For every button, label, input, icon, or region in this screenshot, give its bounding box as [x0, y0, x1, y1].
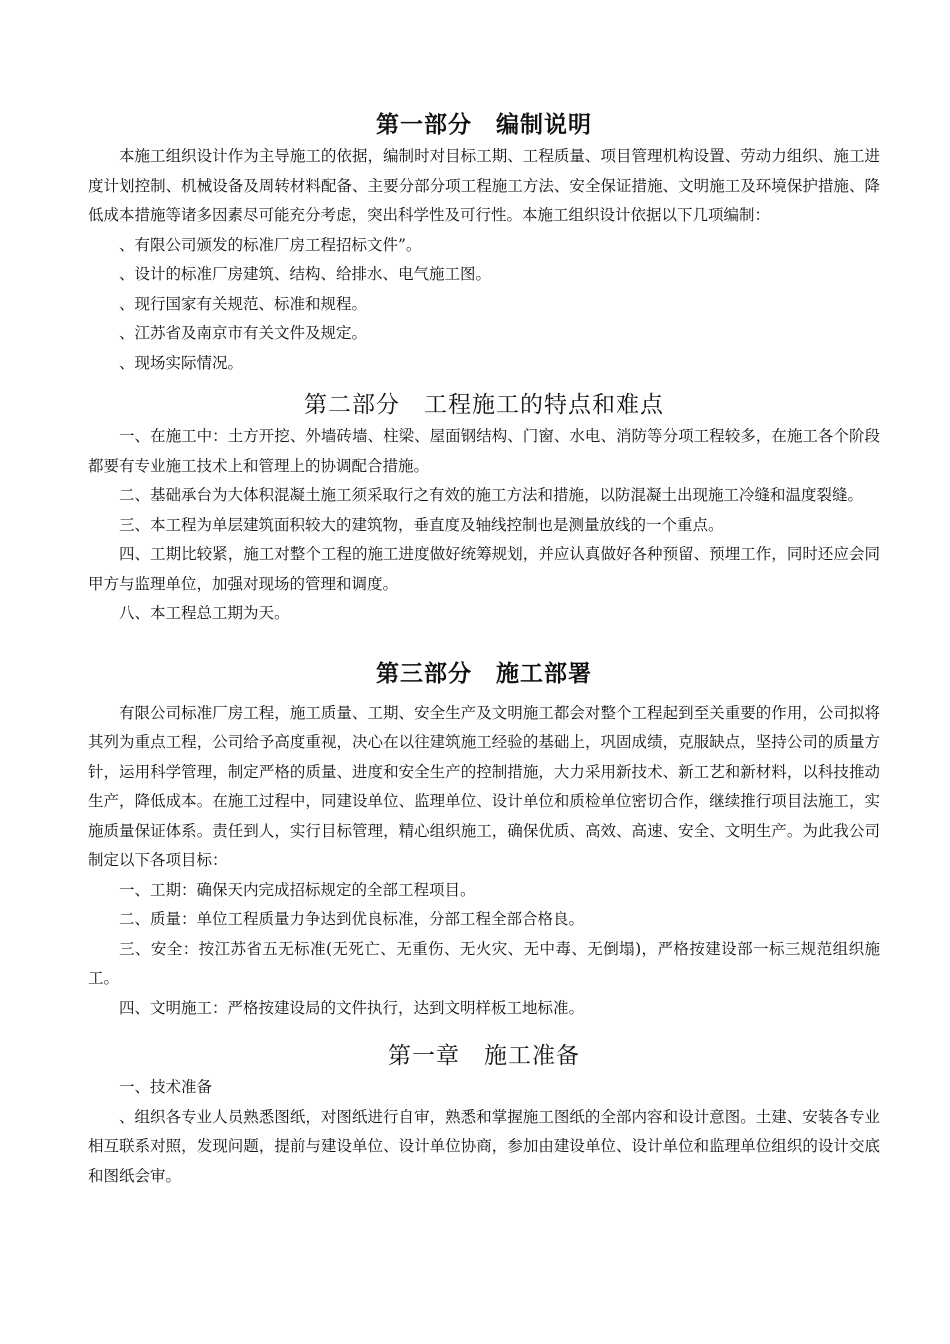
document-body [88, 108, 880, 1191]
chapter1-paragraph: 一、技术准备 [119, 1078, 213, 1096]
part2-paragraph: 三、本工程为单层建筑面积较大的建筑物，垂直度及轴线控制也是测量放线的一个重点。 [119, 515, 724, 534]
part2-paragraph: 八、本工程总工期为天。 [119, 604, 290, 622]
part3-paragraph: 四、文明施工：严格按建设局的文件执行，达到文明样板工地标准。 [119, 998, 585, 1017]
part1-paragraph: 、设计的标准厂房建筑、结构、给排水、电气施工图。 [119, 265, 492, 283]
part2-title: 第二部分 工程施工的特点和难点 [304, 392, 664, 418]
chapter1-section [88, 1073, 880, 1191]
part1-paragraph: 、现场实际情况。 [119, 353, 244, 372]
part3-paragraph: 三、安全：按江苏省五无标准(无死亡、无重伤、无火灾、无中毒、无倒塌)，严格按建设部一标三规范组织施工。 [88, 939, 880, 987]
part1-paragraph: 本施工组织设计作为主导施工的依据，编制时对目标工期、工程质量、项目管理机构设置、劳动力组织、施工进度计划控制、机械设备及周转材料配备、主要分部分项工程施工方法、安全保证措施、文明施工及环境保护措施、降低成本措施等诸多因素尽可能充分考虑，突出科学性及可行性。本施工组织设计依据以下几项编制： [88, 147, 880, 224]
part1-paragraph: 、现行国家有关规范、标准和规程。 [119, 294, 368, 313]
part3-section [88, 699, 880, 1024]
part2-paragraph: 一、在施工中：土方开挖、外墙砖墙、柱梁、屋面钢结构、门窗、水电、消防等分项工程较多，在施工各个阶段都要有专业施工技术上和管理上的协调配合措施。 [88, 427, 880, 475]
part2-section [88, 422, 880, 629]
part2-paragraph: 四、工期比较紧，施工对整个工程的施工进度做好统筹规划，并应认真做好各种预留、预埋工作，同时还应会同甲方与监理单位，加强对现场的管理和调度。 [88, 545, 880, 593]
part2-paragraph: 二、基础承台为大体积混凝土施工须采取行之有效的施工方法和措施，以防混凝土出现施工冷缝和温度裂缝。 [119, 486, 864, 504]
part3-paragraph: 一、工期：确保天内完成招标规定的全部工程项目。 [119, 880, 476, 899]
part1-paragraph: 、江苏省及南京市有关文件及规定。 [119, 324, 368, 342]
part3-paragraph: 二、质量：单位工程质量力争达到优良标准，分部工程全部合格良。 [119, 910, 585, 928]
part1-title: 第一部分 编制说明 [376, 111, 592, 138]
part3-title: 第三部分 施工部署 [376, 659, 592, 687]
part1-paragraph: 、有限公司颁发的标准厂房工程招标文件”。 [119, 235, 422, 254]
chapter1-title: 第一章 施工准备 [388, 1043, 580, 1069]
part1-section [88, 142, 880, 378]
chapter1-paragraph: 、组织各专业人员熟悉图纸，对图纸进行自审，熟悉和掌握施工图纸的全部内容和设计意图。土建、安装各专业相互联系对照，发现问题，提前与建设单位、设计单位协商，参加由建设单位、设计单位和监理单位组织的设计交底和图纸会审。 [88, 1107, 880, 1185]
part3-paragraph: 有限公司标准厂房工程，施工质量、工期、安全生产及文明施工都会对整个工程起到至关重要的作用，公司拟将其列为重点工程，公司给予高度重视，决心在以往建筑施工经验的基础上，巩固成绩，克服缺点，坚持公司的质量方针，运用科学管理，制定严格的质量、进度和安全生产的控制措施，大力采用新技术、新工艺和新材料，以科技推动生产，降低成本。在施工过程中，同建设单位、监理单位、设计单位和质检单位密切合作，继续推行项目法施工，实施质量保证体系。责任到人，实行目标管理，精心组织施工，确保优质、高效、高速、安全、文明生产。为此我公司制定以下各项目标： [88, 703, 880, 869]
